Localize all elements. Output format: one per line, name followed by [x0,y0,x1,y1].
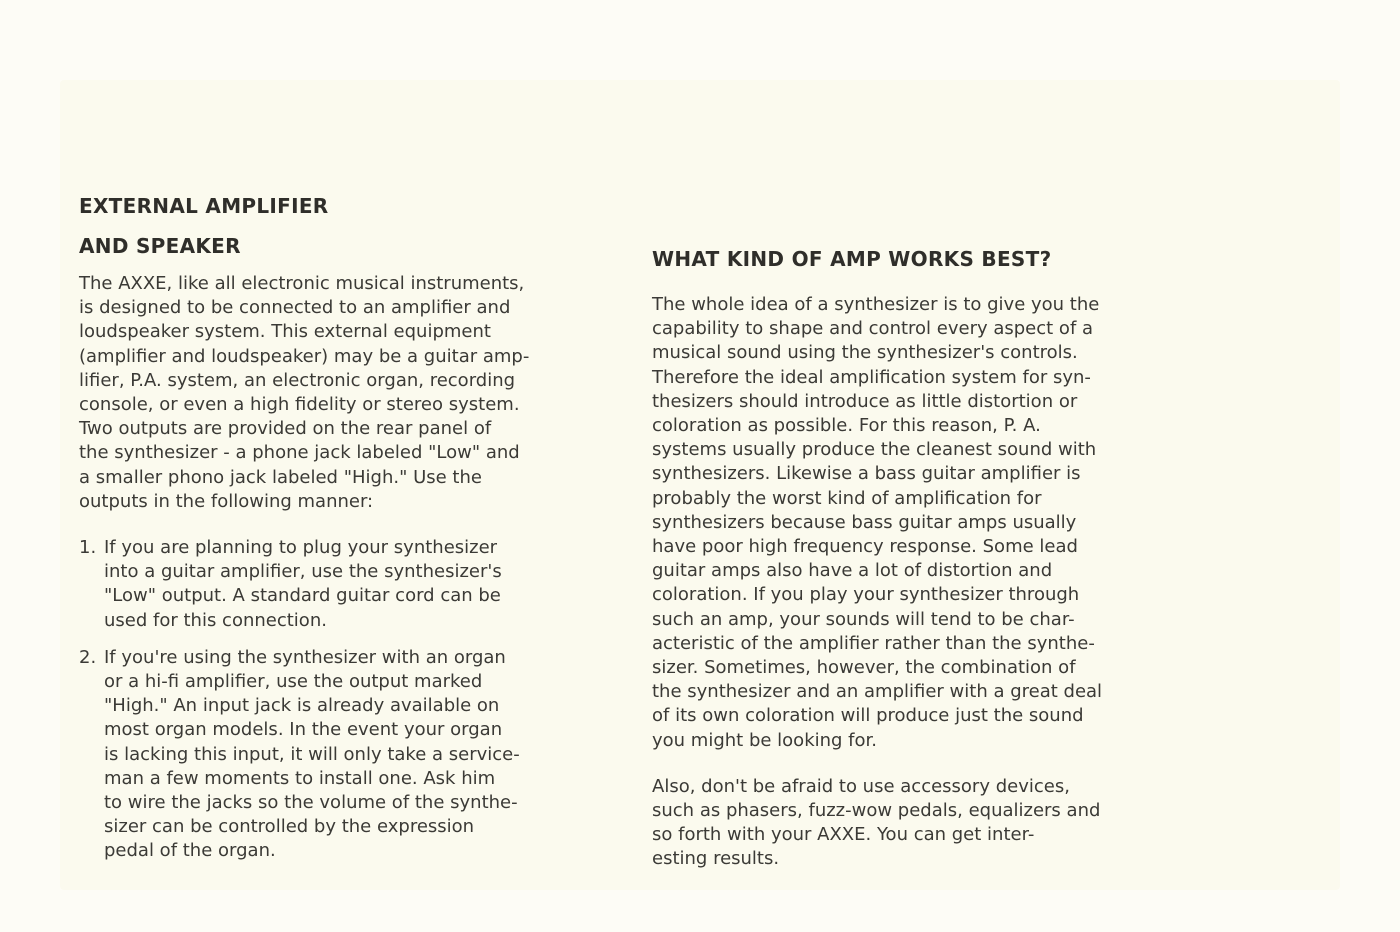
text-line: sizer can be controlled by the expression [104,816,475,838]
text-line: the synthesizer - a phone jack labeled "Low" and [79,442,520,464]
text-line: such as phasers, fuzz-wow pedals, equalizers and [652,800,1101,822]
text-line: synthesizers because bass guitar amps usually [652,511,1077,533]
text-line: the synthesizer and an amplifier with a great deal [652,681,1103,703]
text-line: Therefore the ideal amplification system for syn- [652,366,1091,388]
text-line: thesizers should introduce as little distortion or [652,390,1078,412]
text-line: or a hi-fi amplifier, use the output marked [104,671,483,693]
text-line: The whole idea of a synthesizer is to give you the [652,294,1100,315]
text-line: into a guitar amplifier, use the synthesizer's [104,561,502,583]
list-item-2 [79,646,619,864]
text-line: such an amp, your sounds will tend to be char- [652,608,1075,630]
section-heading: WHAT KIND OF AMP WORKS BEST? [652,247,1052,271]
text-line: of its own coloration will produce just the sound [652,705,1084,727]
text-line: is designed to be connected to an amplifier and [79,297,511,319]
amp-paragraph-1 [652,293,1182,753]
text-line: If you're using the synthesizer with an organ [104,646,506,668]
text-line: capability to shape and control every aspect of a [652,318,1094,340]
text-line: Two outputs are provided on the rear panel of [79,418,492,440]
text-line: esting results. [652,848,780,870]
text-line: a smaller phono jack labeled "High." Use the [79,466,482,488]
right-column [652,244,1182,894]
text-line: "High." An input jack is already available on [104,695,500,717]
text-line: so forth with your AXXE. You can get inter- [652,824,1035,846]
text-line: most organ models. In the event your organ [104,719,503,741]
text-line: coloration. If you play your synthesizer through [652,584,1080,606]
intro-paragraph [79,272,619,514]
section-heading-line-2: AND SPEAKER [79,234,241,258]
text-line: man a few moments to install one. Ask him [104,767,496,789]
section-heading-line-1: EXTERNAL AMPLIFIER [79,194,329,218]
text-line: "Low" output. A standard guitar cord can be [104,585,501,607]
text-line: lifier, P.A. system, an electronic organ, recording [79,369,516,391]
list-number: 1. [79,537,97,559]
text-line: sizer. Sometimes, however, the combination of [652,657,1076,679]
text-line: guitar amps also have a lot of distortion and [652,560,1053,582]
text-line: musical sound using the synthesizer's controls. [652,342,1078,364]
text-line: systems usually produce the cleanest sound with [652,439,1097,461]
text-line: have poor high frequency response. Some lead [652,536,1078,558]
text-line: Also, don't be afraid to use accessory devices, [652,775,1070,797]
text-line: you might be looking for. [652,729,877,751]
text-line: console, or even a high fidelity or stereo system. [79,394,520,416]
text-line: loudspeaker system. This external equipment [79,321,491,343]
text-line: pedal of the organ. [104,840,276,862]
text-line: The AXXE, like all electronic musical instruments, [79,273,525,294]
text-line: coloration as possible. For this reason, P. A. [652,415,1041,437]
text-line: (amplifier and loudspeaker) may be a guitar amp- [79,345,530,367]
text-line: is lacking this input, it will only take a service- [104,743,520,765]
amp-paragraph-2 [652,775,1182,872]
text-line: synthesizers. Likewise a bass guitar amplifier is [652,463,1081,485]
text-line: used for this connection. [104,609,327,631]
list-item-1 [79,536,619,633]
text-line: acteristic of the amplifier rather than the synthe- [652,632,1095,654]
text-line: If you are planning to plug your synthesizer [104,537,498,559]
left-column [79,186,619,877]
list-number: 2. [79,646,97,668]
text-line: probably the worst kind of amplification for [652,487,1042,509]
text-line: outputs in the following manner: [79,490,374,512]
text-line: to wire the jacks so the volume of the synthe- [104,792,518,814]
